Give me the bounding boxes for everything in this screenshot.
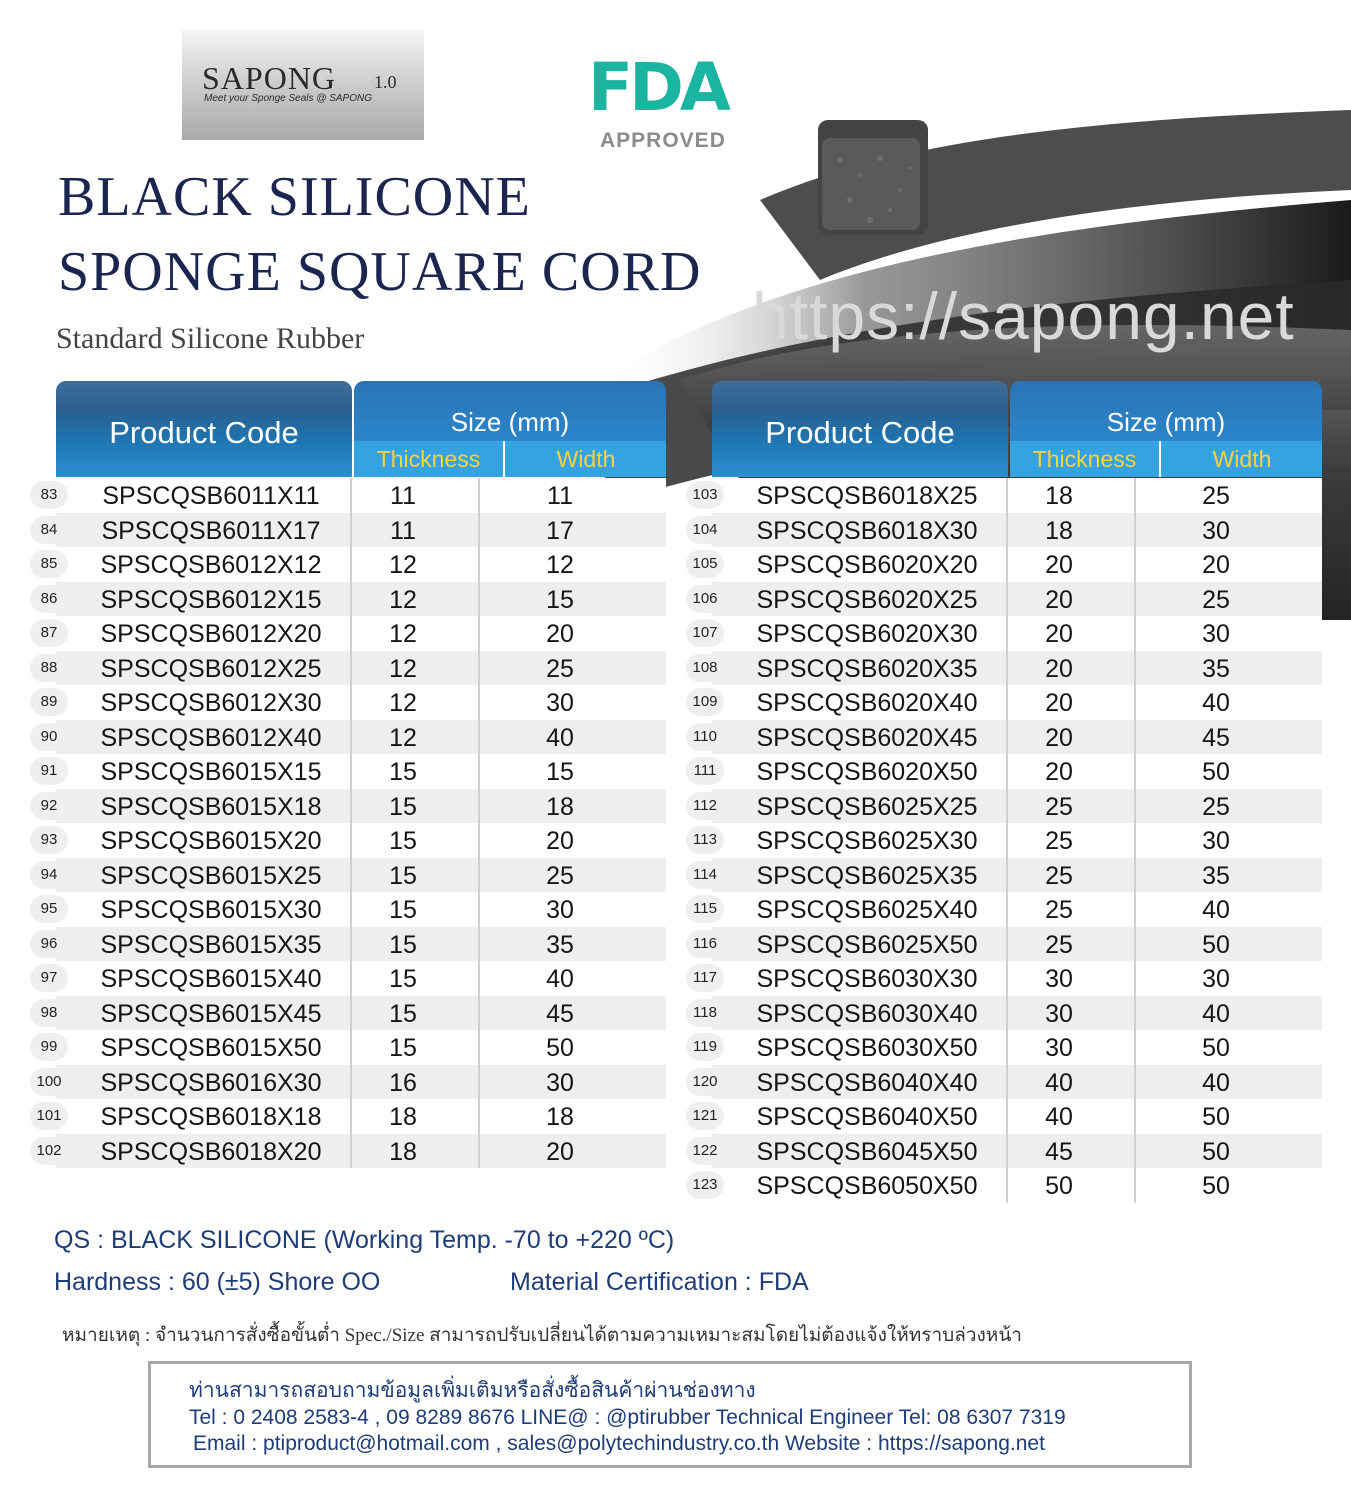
thickness-cell: 15 [328,996,480,1031]
product-code-cell: SPSCQSB6012X15 [72,582,352,617]
product-code-cell: SPSCQSB6020X20 [728,547,1008,582]
thickness-cell: 20 [984,651,1136,686]
remark-note: หมายเหตุ : จำนวนการสั่งซื้อขั้นต่ำ Spec./Size สามารถปรับเปลี่ยนได้ตามความเหมาะสมโดยไม่ต้องแจ้งให้ทราบล่วงหน้า [62,1325,1022,1346]
page-subtitle: Standard Silicone Rubber [56,322,365,355]
product-code-cell: SPSCQSB6012X40 [72,720,352,755]
product-code-cell: SPSCQSB6025X25 [728,789,1008,824]
product-code-cell: SPSCQSB6020X25 [728,582,1008,617]
row-number-badge: 123 [686,1171,724,1199]
product-code-cell: SPSCQSB6012X20 [72,616,352,651]
column-header-thickness: Thickness [354,441,505,477]
thickness-cell: 20 [984,685,1136,720]
row-number-badge: 83 [30,481,68,509]
row-number-badge: 112 [686,792,724,820]
column-header-product-code: Product Code [56,381,352,477]
row-number-badge: 89 [30,688,68,716]
row-number-badge: 96 [30,930,68,958]
row-number-badge: 95 [30,895,68,923]
thickness-cell: 16 [328,1065,480,1100]
logo-name: SAPONG [202,60,337,96]
thickness-cell: 40 [984,1099,1136,1134]
product-code-cell: SPSCQSB6045X50 [728,1134,1008,1169]
width-cell: 50 [1202,1034,1230,1062]
page-title-line1: BLACK SILICONE [58,166,531,228]
row-number-badge: 88 [30,654,68,682]
width-cell: 20 [546,620,574,648]
thickness-cell: 15 [328,754,480,789]
product-code-cell: SPSCQSB6015X45 [72,996,352,1031]
width-cell: 17 [546,516,574,545]
width-cell: 25 [546,654,574,683]
thickness-cell: 15 [328,1030,480,1065]
row-number-badge: 109 [686,688,724,716]
thickness-cell: 20 [984,616,1136,651]
width-cell: 20 [546,827,574,855]
width-cell: 40 [1202,1068,1230,1097]
product-code-cell: SPSCQSB6011X17 [72,513,352,548]
hardness-note: Hardness : 60 (±5) Shore OO [54,1268,381,1296]
row-number-badge: 92 [30,792,68,820]
width-cell: 15 [546,585,574,614]
thickness-cell: 30 [984,996,1136,1031]
column-header-product-code: Product Code [712,381,1008,477]
column-header-thickness: Thickness [1010,441,1161,477]
product-code-cell: SPSCQSB6020X35 [728,651,1008,686]
width-cell: 40 [546,965,574,993]
thickness-cell: 15 [328,961,480,996]
product-code-cell: SPSCQSB6040X40 [728,1065,1008,1100]
thickness-cell: 12 [328,616,480,651]
fda-logo-text: FDA [588,49,727,126]
product-code-cell: SPSCQSB6020X40 [728,685,1008,720]
product-code-cell: SPSCQSB6015X50 [72,1030,352,1065]
width-cell: 45 [546,999,574,1028]
size-header-label: Size (mm) [1106,407,1226,437]
row-number-badge: 122 [686,1137,724,1165]
row-number-badge: 111 [686,757,724,785]
thickness-cell: 20 [984,720,1136,755]
width-cell: 50 [1202,758,1230,786]
column-header-size [354,381,666,477]
product-code-cell: SPSCQSB6012X12 [72,547,352,582]
width-cell: 45 [1202,723,1230,752]
thickness-cell: 20 [984,754,1136,789]
contact-intro: ท่านสามารถสอบถามข้อมูลเพิ่มเติมหรือสั่งซื้อสินค้าผ่านช่องทาง [189,1379,756,1402]
row-number-badge: 120 [686,1068,724,1096]
row-number-badge: 98 [30,999,68,1027]
product-code-cell: SPSCQSB6018X18 [72,1099,352,1134]
thickness-cell: 15 [328,789,480,824]
size-header-label: Size (mm) [450,407,570,437]
product-code-cell: SPSCQSB6018X30 [728,513,1008,548]
row-number-badge: 118 [686,999,724,1027]
product-code-cell: SPSCQSB6025X40 [728,892,1008,927]
thickness-cell: 12 [328,685,480,720]
product-code-cell: SPSCQSB6012X25 [72,651,352,686]
row-number-badge: 117 [686,964,724,992]
row-number-badge: 115 [686,895,724,923]
thickness-cell: 15 [328,858,480,893]
width-cell: 15 [546,758,574,786]
thickness-cell: 20 [984,547,1136,582]
thickness-cell: 25 [984,823,1136,858]
row-number-badge: 87 [30,619,68,647]
width-cell: 30 [1202,516,1230,545]
width-cell: 35 [1202,654,1230,683]
row-number-badge: 100 [30,1068,68,1096]
row-number-badge: 99 [30,1033,68,1061]
width-cell: 30 [1202,827,1230,855]
row-number-badge: 93 [30,826,68,854]
thickness-cell: 11 [328,478,480,513]
row-number-badge: 110 [686,723,724,751]
width-cell: 30 [546,1068,574,1097]
width-cell: 11 [547,482,573,510]
logo-tagline: Meet your Sponge Seals @ SAPONG [204,93,373,104]
width-cell: 25 [1202,482,1230,510]
product-code-cell: SPSCQSB6016X30 [72,1065,352,1100]
product-code-cell: SPSCQSB6040X50 [728,1099,1008,1134]
width-cell: 20 [1202,551,1230,579]
page-title-line2: SPONGE SQUARE CORD [58,241,702,303]
column-header-size [1010,381,1322,477]
product-code-cell: SPSCQSB6025X50 [728,927,1008,962]
product-code-cell: SPSCQSB6015X18 [72,789,352,824]
row-number-badge: 84 [30,516,68,544]
product-code-cell: SPSCQSB6015X30 [72,892,352,927]
thickness-cell: 50 [984,1168,1136,1203]
width-cell: 30 [1202,620,1230,648]
width-cell: 40 [546,723,574,752]
product-code-cell: SPSCQSB6020X30 [728,616,1008,651]
width-cell: 50 [1202,1172,1230,1200]
width-cell: 30 [1202,965,1230,993]
product-code-cell: SPSCQSB6011X11 [72,478,352,513]
width-cell: 50 [1202,1137,1230,1166]
product-code-cell: SPSCQSB6030X30 [728,961,1008,996]
thickness-cell: 40 [984,1065,1136,1100]
row-number-badge: 86 [30,585,68,613]
width-cell: 18 [546,792,574,821]
product-code-cell: SPSCQSB6030X40 [728,996,1008,1031]
thickness-cell: 18 [328,1134,480,1169]
row-number-badge: 97 [30,964,68,992]
row-number-badge: 91 [30,757,68,785]
width-cell: 40 [1202,999,1230,1028]
product-code-cell: SPSCQSB6015X25 [72,858,352,893]
thickness-cell: 12 [328,547,480,582]
thickness-cell: 25 [984,858,1136,893]
row-number-badge: 104 [686,516,724,544]
width-cell: 40 [1202,896,1230,924]
thickness-cell: 12 [328,582,480,617]
thickness-cell: 20 [984,582,1136,617]
width-cell: 40 [1202,689,1230,717]
width-cell: 30 [546,896,574,924]
contact-box [148,1361,1192,1468]
row-number-badge: 105 [686,550,724,578]
width-cell: 12 [546,551,574,579]
fda-approved-badge [588,49,743,155]
row-number-badge: 121 [686,1102,724,1130]
width-cell: 25 [1202,585,1230,614]
product-code-cell: SPSCQSB6015X40 [72,961,352,996]
row-number-badge: 85 [30,550,68,578]
row-number-badge: 108 [686,654,724,682]
product-code-cell: SPSCQSB6025X30 [728,823,1008,858]
certification-note: Material Certification : FDA [510,1268,809,1296]
row-number-badge: 94 [30,861,68,889]
width-cell: 50 [546,1034,574,1062]
width-cell: 30 [546,689,574,717]
thickness-cell: 11 [328,513,480,548]
row-number-badge: 103 [686,481,724,509]
row-number-badge: 113 [686,826,724,854]
fda-approved-label: APPROVED [600,129,726,152]
thickness-cell: 18 [328,1099,480,1134]
thickness-cell: 25 [984,789,1136,824]
width-cell: 25 [546,861,574,890]
thickness-cell: 45 [984,1134,1136,1169]
thickness-cell: 18 [984,478,1136,513]
product-code-cell: SPSCQSB6018X20 [72,1134,352,1169]
product-code-cell: SPSCQSB6015X15 [72,754,352,789]
product-code-cell: SPSCQSB6020X45 [728,720,1008,755]
row-number-badge: 102 [30,1137,68,1165]
width-cell: 50 [1202,1103,1230,1131]
material-note: QS : BLACK SILICONE (Working Temp. -70 to +220 ºC) [54,1226,675,1254]
product-code-cell: SPSCQSB6012X30 [72,685,352,720]
thickness-cell: 15 [328,892,480,927]
contact-phone: Tel : 0 2408 2583-4 , 09 8289 8676 LINE@ : @ptirubber Technical Engineer Tel: 08 6307 7319 [189,1406,1066,1429]
product-code-cell: SPSCQSB6018X25 [728,478,1008,513]
width-cell: 18 [546,1103,574,1131]
product-code-cell: SPSCQSB6015X35 [72,927,352,962]
width-cell: 35 [546,930,574,959]
width-cell: 50 [1202,930,1230,959]
width-cell: 25 [1202,792,1230,821]
width-cell: 20 [546,1137,574,1166]
thickness-cell: 15 [328,927,480,962]
thickness-cell: 25 [984,892,1136,927]
thickness-cell: 12 [328,651,480,686]
row-number-badge: 106 [686,585,724,613]
row-number-badge: 107 [686,619,724,647]
row-number-badge: 114 [686,861,724,889]
column-header-width: Width [1212,446,1272,472]
product-code-cell: SPSCQSB6020X50 [728,754,1008,789]
row-number-badge: 101 [30,1102,68,1130]
product-code-cell: SPSCQSB6015X20 [72,823,352,858]
logo-version: 1.0 [374,72,397,92]
column-header-width: Width [556,446,616,472]
product-code-cell: SPSCQSB6030X50 [728,1030,1008,1065]
website-watermark: https://sapong.net [752,279,1295,353]
product-code-cell: SPSCQSB6050X50 [728,1168,1008,1203]
thickness-cell: 25 [984,927,1136,962]
contact-email-website: Email : ptiproduct@hotmail.com , sales@polytechindustry.co.th Website : https://sapong.net [193,1432,1045,1455]
row-number-badge: 119 [686,1033,724,1061]
row-number-badge: 90 [30,723,68,751]
width-cell: 35 [1202,861,1230,890]
thickness-cell: 12 [328,720,480,755]
row-number-badge: 116 [686,930,724,958]
thickness-cell: 15 [328,823,480,858]
thickness-cell: 18 [984,513,1136,548]
sapong-logo [182,30,424,140]
thickness-cell: 30 [984,961,1136,996]
product-code-cell: SPSCQSB6025X35 [728,858,1008,893]
thickness-cell: 30 [984,1030,1136,1065]
